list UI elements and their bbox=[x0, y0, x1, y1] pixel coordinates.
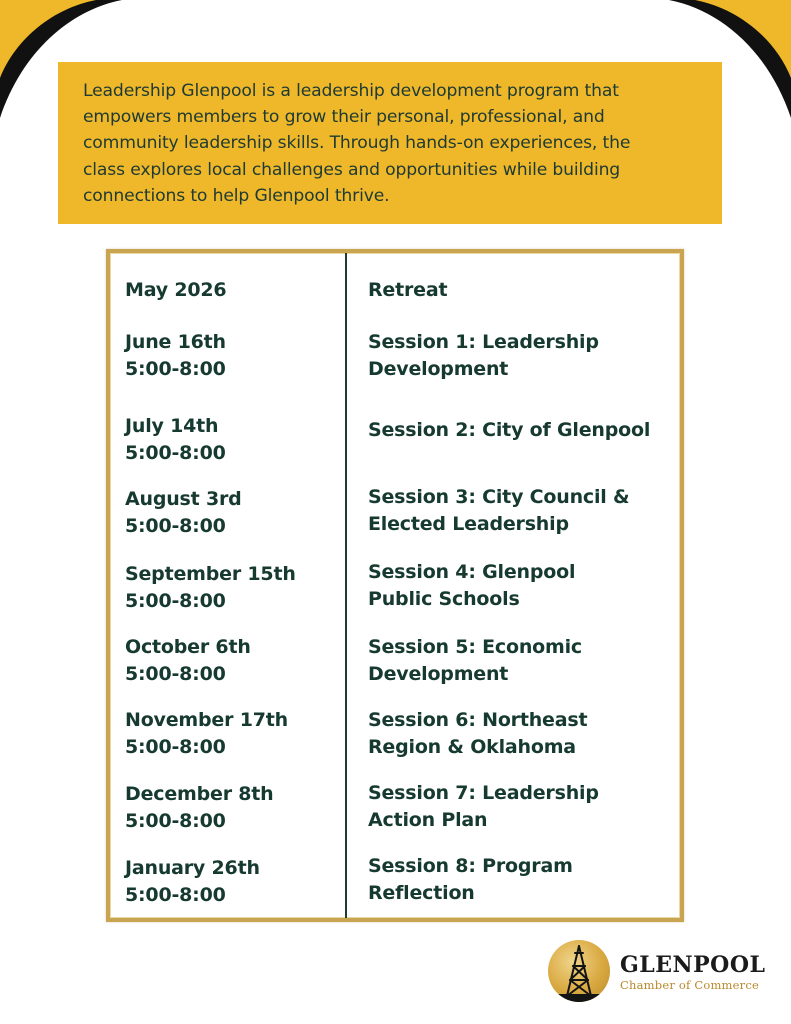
date-label: May 2026 bbox=[125, 279, 227, 301]
schedule-date bbox=[125, 329, 226, 383]
schedule-date bbox=[125, 707, 288, 761]
column-divider bbox=[345, 253, 347, 918]
time-label: 5:00-8:00 bbox=[125, 810, 226, 832]
schedule-session bbox=[368, 707, 587, 761]
date-label: September 15th bbox=[125, 563, 296, 585]
session-label: Retreat bbox=[368, 279, 448, 301]
date-label: November 17th bbox=[125, 709, 288, 731]
session-label: Session 3: City Council & bbox=[368, 486, 630, 508]
time-label: 5:00-8:00 bbox=[125, 442, 226, 464]
time-label: 5:00-8:00 bbox=[125, 663, 226, 685]
date-label: October 6th bbox=[125, 636, 251, 658]
intro-text bbox=[83, 78, 698, 209]
intro-line: Leadership Glenpool is a leadership development program that bbox=[83, 81, 619, 101]
session-label: Session 8: Program bbox=[368, 855, 573, 877]
schedule-date bbox=[125, 413, 226, 467]
schedule-date bbox=[125, 634, 251, 688]
schedule-session bbox=[368, 780, 599, 834]
session-label: Session 2: City of Glenpool bbox=[368, 419, 651, 441]
schedule-session bbox=[368, 634, 582, 688]
glenpool-chamber-logo bbox=[548, 938, 778, 1008]
date-label: August 3rd bbox=[125, 488, 242, 510]
time-label: 5:00-8:00 bbox=[125, 590, 226, 612]
session-label: Session 5: Economic bbox=[368, 636, 582, 658]
session-label: Session 7: Leadership bbox=[368, 782, 599, 804]
session-label: Session 6: Northeast bbox=[368, 709, 588, 731]
session-label: Elected Leadership bbox=[368, 513, 569, 535]
schedule-session bbox=[368, 484, 629, 538]
session-label: Development bbox=[368, 358, 509, 380]
schedule-date bbox=[125, 486, 242, 540]
intro-line: empowers members to grow their personal, professional, and bbox=[83, 107, 605, 128]
date-label: June 16th bbox=[125, 331, 226, 353]
schedule-session bbox=[368, 277, 447, 304]
schedule-date bbox=[125, 855, 260, 909]
intro-line: community leadership skills. Through hands-on experiences, the bbox=[83, 133, 631, 154]
session-label: Session 4: Glenpool bbox=[368, 561, 576, 583]
date-label: July 14th bbox=[125, 415, 219, 437]
session-label: Public Schools bbox=[368, 588, 520, 610]
schedule-session bbox=[368, 417, 650, 444]
schedule-session bbox=[368, 559, 575, 613]
logo-name: GLENPOOL bbox=[620, 952, 766, 978]
schedule-table bbox=[106, 249, 684, 922]
time-label: 5:00-8:00 bbox=[125, 515, 226, 537]
date-label: January 26th bbox=[125, 857, 260, 879]
session-label: Action Plan bbox=[368, 809, 488, 831]
schedule-date bbox=[125, 781, 274, 835]
session-label: Reflection bbox=[368, 882, 475, 904]
schedule-date bbox=[125, 277, 226, 304]
time-label: 5:00-8:00 bbox=[125, 736, 226, 758]
intro-line: class explores local challenges and opportunities while building bbox=[83, 159, 621, 180]
date-label: December 8th bbox=[125, 783, 274, 805]
schedule-date bbox=[125, 561, 296, 615]
logo-subtitle: Chamber of Commerce bbox=[620, 978, 760, 992]
oil-derrick-icon bbox=[548, 940, 610, 1002]
time-label: 5:00-8:00 bbox=[125, 358, 226, 380]
time-label: 5:00-8:00 bbox=[125, 884, 226, 906]
session-label: Session 1: Leadership bbox=[368, 331, 599, 353]
schedule-session bbox=[368, 329, 599, 383]
session-label: Region & Oklahoma bbox=[368, 736, 576, 758]
schedule-session bbox=[368, 853, 573, 907]
intro-line: connections to help Glenpool thrive. bbox=[83, 185, 390, 206]
session-label: Development bbox=[368, 663, 509, 685]
intro-box bbox=[58, 62, 722, 224]
